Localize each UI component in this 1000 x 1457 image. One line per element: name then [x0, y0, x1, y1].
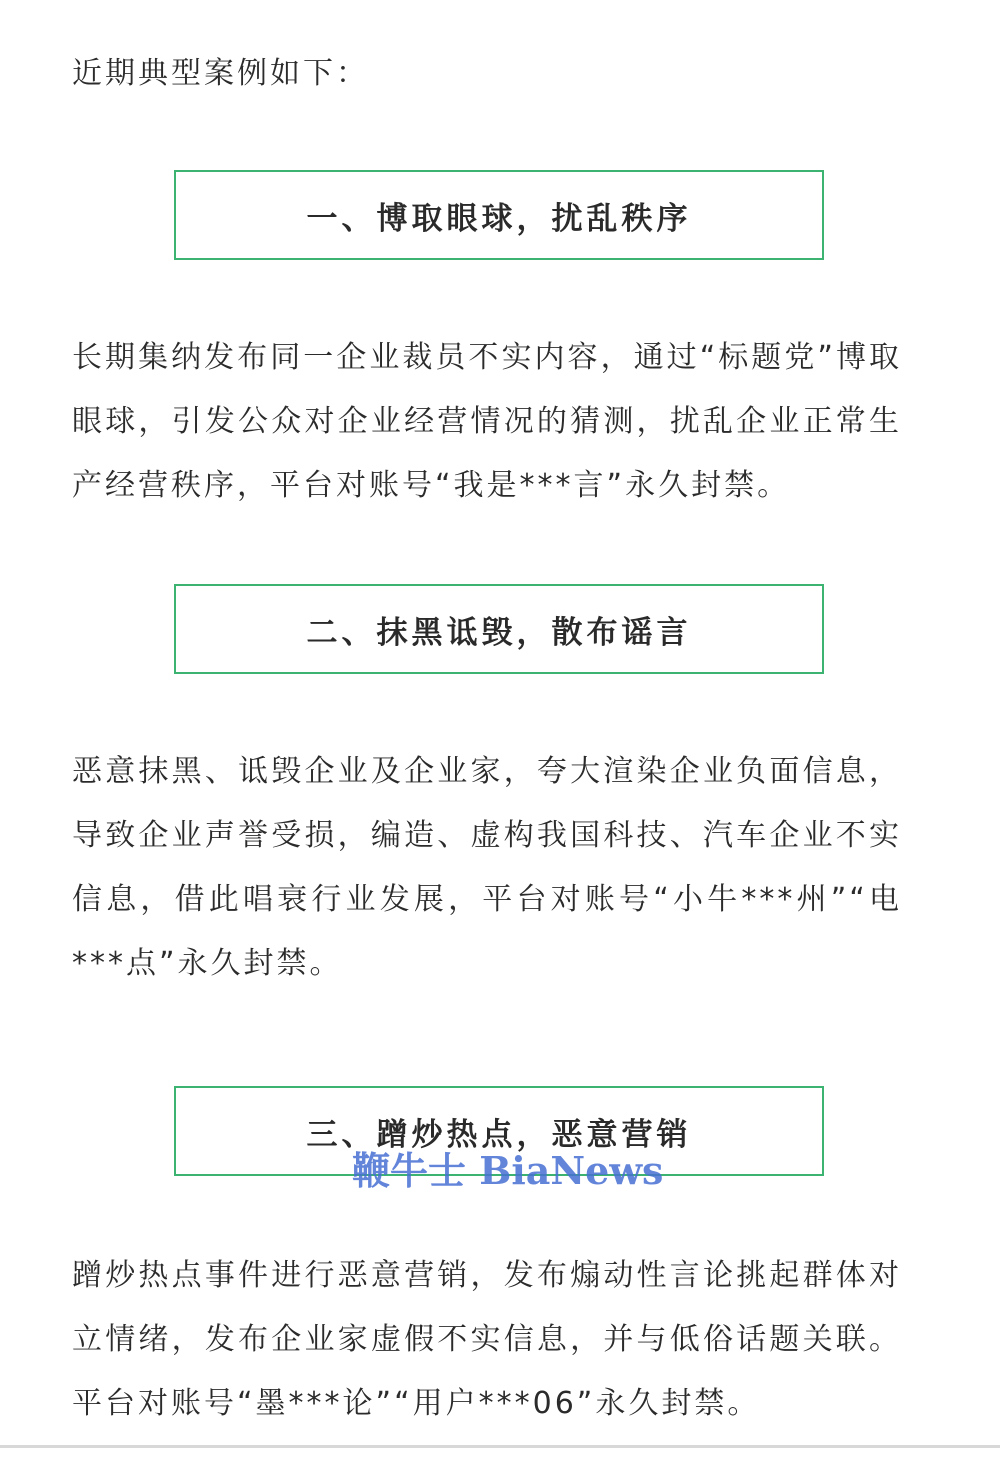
bottom-divider [0, 1445, 1000, 1448]
case-1-body: 长期集纳发布同一企业裁员不实内容，通过“标题党”博取眼球，引发公众对企业经营情况的猜测，扰乱企业正常生产经营秩序，平台对账号“我是***言”永久封禁。 [72, 340, 902, 503]
case-3-heading: 三、蹭炒热点，恶意营销 [306, 1116, 692, 1153]
case-2-heading: 二、抹黑诋毁，散布谣言 [306, 614, 692, 651]
case-1-heading-box [174, 170, 824, 260]
case-3-heading-box [174, 1086, 824, 1176]
case-2-body: 恶意抹黑、诋毁企业及企业家，夸大渲染企业负面信息，导致企业声誉受损，编造、虚构我国科技、汽车企业不实信息，借此唱衰行业发展，平台对账号“小牛***州”“电***点”永久封禁。 [72, 754, 902, 981]
case-3-body: 蹭炒热点事件进行恶意营销，发布煽动性言论挑起群体对立情绪，发布企业家虚假不实信息，并与低俗话题关联。平台对账号“墨***论”“用户***06”永久封禁。 [72, 1258, 902, 1421]
bianews-watermark: 鞭牛士 BiaNews [352, 1148, 664, 1193]
case-1-heading: 一、博取眼球，扰乱秩序 [306, 200, 692, 237]
case-2-heading-box [174, 584, 824, 674]
intro-text: 近期典型案例如下： [72, 56, 369, 91]
